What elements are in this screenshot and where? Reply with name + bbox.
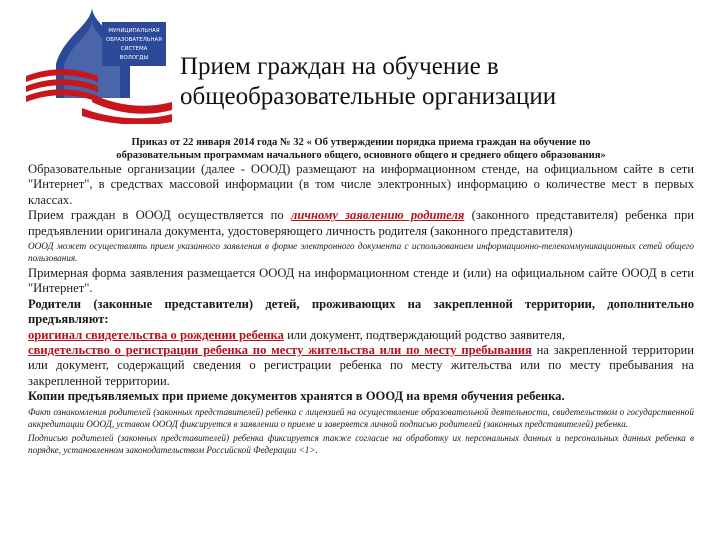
logo bbox=[22, 6, 172, 124]
paragraph-sample-form: Примерная форма заявления размещается ОООД на информационном стенде и (или) на официальном сайте ОООД в сети "Интернет". bbox=[28, 266, 694, 296]
birth-certificate-text: или документ, подтверждающий родство заявителя, bbox=[283, 327, 566, 342]
admission-text-c: (законного представителя) ребенка при предъявлении оригинала документа, удостоверяющего личность родителя (законного представителя) bbox=[28, 208, 694, 238]
paragraph-electronic-form: ОООД может осуществлять прием указанного заявления в форме электронного документа с использованием информационно-телекоммуникационных сетей общего пользования. bbox=[28, 241, 694, 264]
paragraph-consent: Подписью родителей (законных представителей) ребенка фиксируется также согласие на обработку их персональных данных и персональных данных ребенка в порядке, установленном законодательством Российской Федерации <1>. bbox=[28, 432, 694, 455]
logo-line-3: СИСТЕМА bbox=[120, 46, 148, 52]
birth-certificate-label: оригинал свидетельства о рождении ребенка bbox=[28, 327, 284, 342]
paragraph-parents-present: Родители (законные представители) детей, проживающих на закрепленной территории, дополнительно предъявляют: bbox=[28, 296, 694, 327]
title-line-1: Прием граждан на обучение в bbox=[180, 53, 499, 80]
paragraph-acquaintance: Факт ознакомления родителей (законных представителей) ребенка с лицензией на осуществление образовательной деятельности, свидетельством о государственной аккредитации ОООД, уставом ОООД фиксируется в заявлении о приеме и заверяется личной подписью родителей (законных представителей) ребенка. bbox=[28, 406, 694, 429]
paragraph-info-placement: Образовательные организации (далее - ОООД) размещают на информационном стенде, на официальном сайте в сети "Интернет", в средствах массовой информации (в том числе электронных) информацию о количестве мест в первых классах. bbox=[28, 162, 694, 207]
logo-emblem bbox=[22, 6, 172, 124]
registration-text: на закрепленной территории или документ, содержащий сведения о регистрации ребенка по месту жительства или по месту пребывания на закрепленной территории. bbox=[28, 343, 694, 388]
document-body bbox=[28, 162, 694, 458]
order-reference bbox=[28, 136, 694, 162]
order-line-1: Приказ от 22 января 2014 года № 32 « Об утверждении порядка приема граждан на обучение по bbox=[131, 137, 591, 148]
paragraph-registration bbox=[28, 343, 694, 389]
admission-personal-application: личному заявлению родителя bbox=[290, 208, 465, 223]
paragraph-birth-certificate bbox=[28, 328, 694, 343]
admission-text-a: Прием граждан в ОООД осуществляется по bbox=[28, 208, 291, 223]
title-line-2: общеобразовательные организации bbox=[180, 83, 557, 110]
registration-certificate-label: свидетельство о регистрации ребенка по месту жительства или по месту пребывания bbox=[28, 343, 532, 358]
logo-line-2: ОБРАЗОВАТЕЛЬНАЯ bbox=[106, 37, 162, 43]
logo-line-1: МУНИЦИПАЛЬНАЯ bbox=[108, 28, 160, 34]
paragraph-copies-storage: Копии предъявляемых при приеме документов хранятся в ОООД на время обучения ребенка. bbox=[28, 389, 565, 404]
logo-line-4: ВОЛОГДЫ bbox=[119, 55, 149, 61]
page-title bbox=[180, 52, 700, 112]
order-line-2: образовательным программам начального общего, основного общего и среднего общего образования» bbox=[116, 150, 606, 161]
paragraph-admission bbox=[28, 208, 694, 239]
